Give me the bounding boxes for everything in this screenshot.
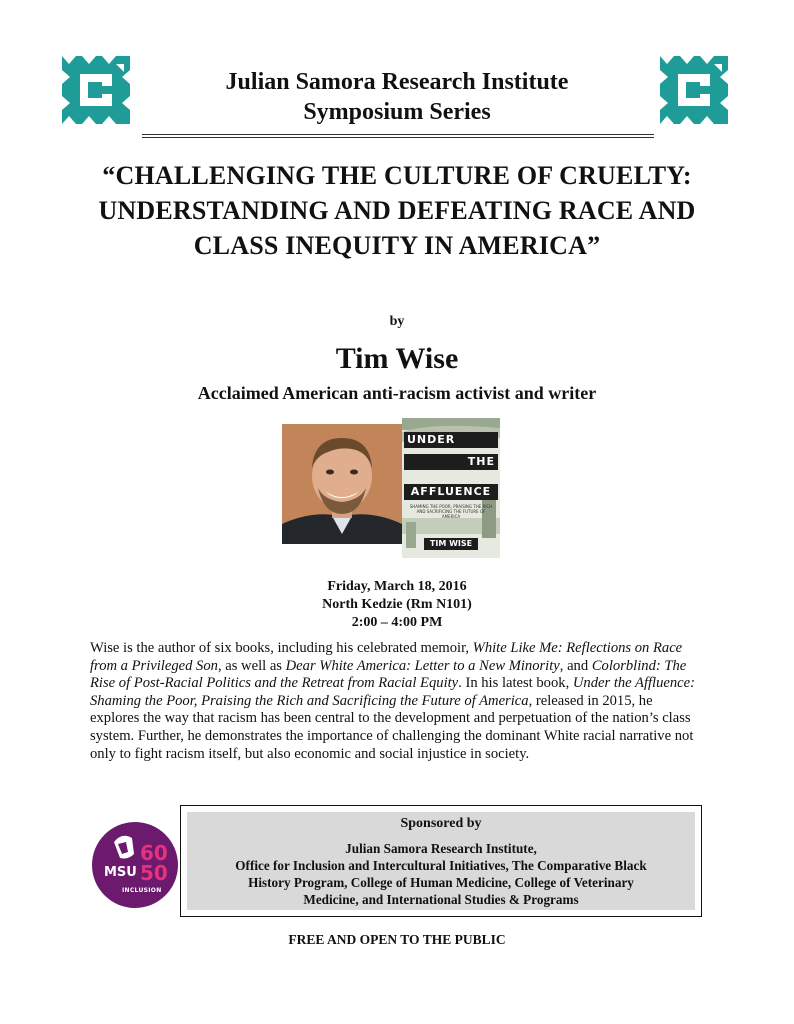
sponsor-line: Julian Samora Research Institute, [345, 841, 537, 856]
event-time: 2:00 – 4:00 PM [351, 615, 443, 630]
bio-book-title: Colorblind: The Rise of Post-Racial Politics and the Retreat from Racial Equity [90, 657, 687, 692]
speaker-photo [282, 424, 402, 544]
admission-note: FREE AND OPEN TO THE PUBLIC [288, 932, 506, 947]
speaker-description: Acclaimed American anti-racism activist and writer [197, 383, 597, 403]
book-cover [402, 418, 500, 558]
sponsor-line: History Program, College of Human Medicine, College of Veterinary [248, 875, 634, 890]
msu-logo-number-top: 60 [140, 841, 168, 865]
sponsor-line: Office for Inclusion and Intercultural Initiatives, The Comparative Black [235, 858, 647, 873]
bio-text: , released in 2015, he explores the way that racism has been central to the development and perpetuation of the nation’s class system. Further, he demonstrates the importance of challenging the dominant White racial narrative not only to fight racism itself, but also economic and social injustice in society. [90, 692, 694, 762]
lecture-title: “CHALLENGING THE CULTURE OF CRUELTY: UNDERSTANDING AND DEFEATING RACE AND CLASS INEQUITY IN AMERICA” [98, 161, 696, 260]
speaker-name: Tim Wise [335, 342, 459, 375]
sponsor-heading: Sponsored by [400, 816, 482, 831]
series-name: Symposium Series [303, 99, 491, 125]
book-subtitle: SHAMING THE POOR, PRAISING THE RICH AND SACRIFICING THE FUTURE OF AMERICA [409, 504, 493, 519]
event-date: Friday, March 18, 2016 [327, 579, 467, 594]
sponsor-line: Medicine, and International Studies & Programs [303, 892, 579, 907]
speaker-bio [90, 640, 702, 763]
book-title-word3: AFFLUENCE [404, 484, 498, 500]
bio-text: , as well as [217, 657, 286, 674]
bio-book-title: Under the Affluence: Shaming the Poor, Praising the Rich and Sacrificing the Future of America [90, 675, 695, 709]
book-title-word2: THE [404, 454, 498, 470]
bio-text: , and [559, 657, 592, 674]
msu-logo-text: MSU [104, 865, 137, 880]
msu-logo-number-bottom: 50 [140, 861, 168, 885]
header-separator [142, 134, 654, 138]
sponsor-panel [187, 812, 695, 910]
event-location: North Kedzie (Rm N101) [322, 597, 472, 612]
msu-inclusion-logo [92, 822, 178, 908]
bio-book-title: Dear White America: Letter to a New Minority [285, 657, 560, 674]
by-label: by [389, 314, 405, 329]
msu-logo-label: INCLUSION [122, 887, 162, 894]
book-title-word1: UNDER [404, 432, 498, 448]
institute-name: Julian Samora Research Institute [225, 69, 569, 95]
event-details [0, 578, 794, 632]
bio-text: Wise is the author of six books, including his celebrated memoir, [90, 640, 473, 656]
book-author: TIM WISE [424, 538, 478, 550]
sponsor-list [191, 840, 691, 908]
bio-text: . In his latest book, [458, 675, 573, 692]
sponsor-box [180, 805, 702, 917]
bio-book-title: White Like Me: Reflections on Race from a Privileged Son [90, 640, 683, 674]
